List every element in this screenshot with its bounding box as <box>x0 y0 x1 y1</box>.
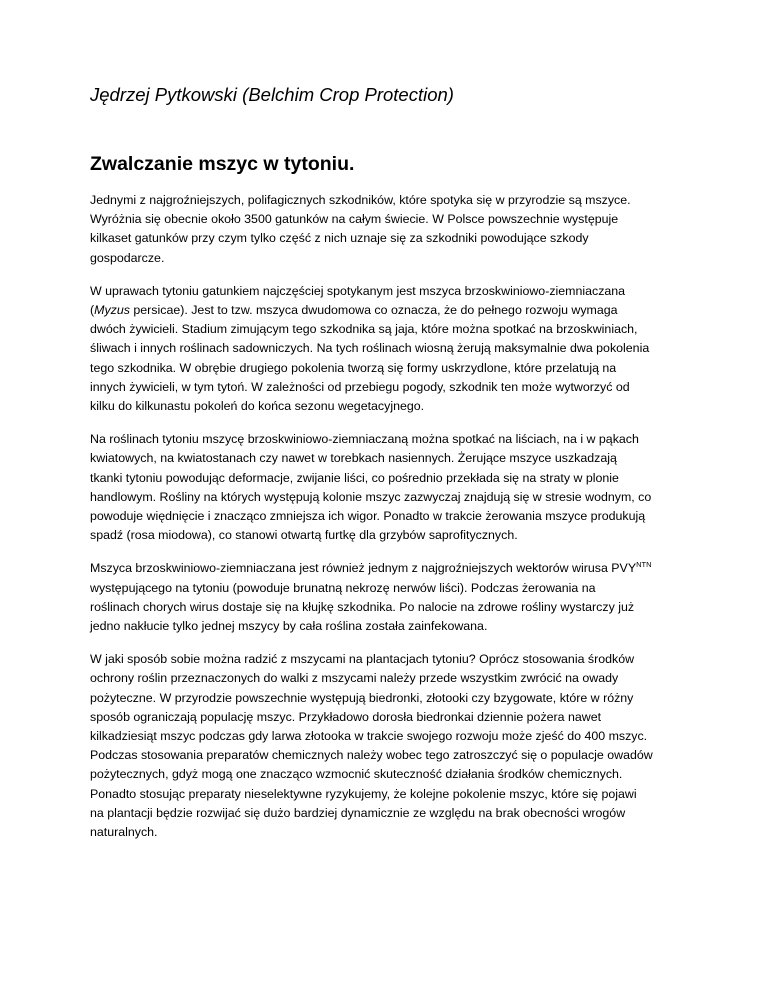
text-line: jedno nakłucie tylko jednej mszycy by cała roślina została zainfekowana. <box>90 619 488 634</box>
superscript-ntn: NTN <box>636 560 652 570</box>
text-line: kwiatowych, na kwiatostanach czy nawet w torebkach nasiennych. Żerujące mszyce uszkadzają <box>90 451 617 466</box>
document-body <box>90 191 690 856</box>
text-line: W uprawach tytoniu gatunkiem najczęściej spotykanym jest mszyca brzoskwiniowo-ziemniaczana <box>90 283 626 298</box>
text-fragment: ( <box>90 303 95 318</box>
document-title: Zwalczanie mszyc w tytoniu. <box>90 153 355 175</box>
paragraph-1 <box>90 191 690 268</box>
text-line: na plantacji będzie rozwijać się dużo bardziej dynamicznie ze względu na brak obecności wrogów <box>90 805 626 820</box>
text-line: Jednymi z najgroźniejszych, polifagicznych szkodników, które spotyka się w przyrodzie są mszyce. <box>90 193 631 207</box>
text-line: innych żywicieli, w tym tytoń. W zależności od przebiegu pogody, szkodnik ten może wytworzyć od <box>90 379 630 394</box>
text-line: Ponadto stosując preparaty nieselektywne ryzykujemy, że kolejne pokolenie mszyc, które się pojawi <box>90 786 637 801</box>
text-fragment: Mszyca brzoskwiniowo-ziemniaczana jest również jednym z najgroźniejszych wektorów wirusa PVY <box>90 561 637 576</box>
text-line: handlowym. Rośliny na których występują kolonie mszyc zazwyczaj znajdują się w stresie wodnym, co <box>90 489 652 504</box>
text-line: pożyteczne. W przyrodzie powszechnie występują biedronki, złotooki czy bzygowate, które w różny <box>90 690 634 705</box>
text-line: sposób ograniczają populację mszyc. Przykładowo dorosła biedronkai dziennie pożera nawet <box>90 709 602 724</box>
species-genus-italic: Myzus <box>94 303 130 318</box>
text-line: kilku do kilkunastu pokoleń do końca sezonu wegetacyjnego. <box>90 399 425 414</box>
text-line: śliwach i innych roślinach sadowniczych. Na tych roślinach wiosną żerują maksymalnie dwa pokolenia <box>90 341 650 356</box>
text-line: Wyróżnia się obecnie około 3500 gatunków na całym świecie. W Polsce powszechnie występuje <box>90 212 619 227</box>
text-line: roślinach chorych wirus dostaje się na kłujkę szkodnika. Po nalocie na zdrowe rośliny wystarczy już <box>90 599 635 614</box>
text-line: pożytecznych, gdyż mogą one znacząco wzmocnić skuteczność działania środków chemicznych. <box>90 767 623 782</box>
text-line <box>90 301 690 320</box>
text-line: W jaki sposób sobie można radzić z mszycami na plantacjach tytoniu? Oprócz stosowania środków <box>90 652 635 667</box>
text-line: tkanki tytoniu powodując deformacje, zwijanie liści, co pośrednio przekłada się na straty w plonie <box>90 470 619 485</box>
text-line: naturalnych. <box>90 825 158 840</box>
text-line: dwóch żywicieli. Stadium zimującym tego szkodnika są jaja, które można spotkać na brzoskwiniach, <box>90 322 638 337</box>
text-line: ochrony roślin przeznaczonych do walki z mszycami należy przede wszystkim zwrócić na owady <box>90 671 619 686</box>
paragraph-5 <box>90 650 690 842</box>
text-fragment: persicae). Jest to tzw. mszyca dwudomowa co oznacza, że do pełnego rozwoju wymaga <box>129 303 618 318</box>
author-line: Jędrzej Pytkowski (Belchim Crop Protection) <box>90 84 454 105</box>
paragraph-3 <box>90 430 690 545</box>
paragraph-2 <box>90 282 690 416</box>
text-line: powoduje więdnięcie i znacząco zmniejsza ich wigor. Ponadto w trakcie żerowania mszyce produkują <box>90 509 646 524</box>
text-line: tego szkodnika. W obrębie drugiego pokolenia tworzą się formy uskrzydlone, które przelatują na <box>90 360 617 375</box>
text-line: kilkadziesiąt mszyc podczas gdy larwa złotooka w trakcie swojego rozwoju może zjeść do 400 mszyc. <box>90 729 648 744</box>
text-line: Na roślinach tytoniu mszycę brzoskwiniowo-ziemniaczaną można spotkać na liściach, na i w pąkach <box>90 432 639 447</box>
text-line: Podczas stosowania preparatów chemicznych należy wobec tego zatroszczyć się o populacje owadów <box>90 748 653 763</box>
text-line: kilkaset gatunków przy czym tylko część z nich uznaje się za szkodniki powodujące szkody <box>90 231 589 246</box>
text-line <box>90 559 690 578</box>
paragraph-4 <box>90 559 690 636</box>
text-line: występującego na tytoniu (powoduje brunatną nekrozę nerwów liści). Podczas żerowania na <box>90 580 596 595</box>
text-line: gospodarcze. <box>90 250 165 265</box>
text-line: spadź (rosa miodowa), co stanowi otwartą furtkę dla grzybów saprofitycznych. <box>90 528 518 543</box>
